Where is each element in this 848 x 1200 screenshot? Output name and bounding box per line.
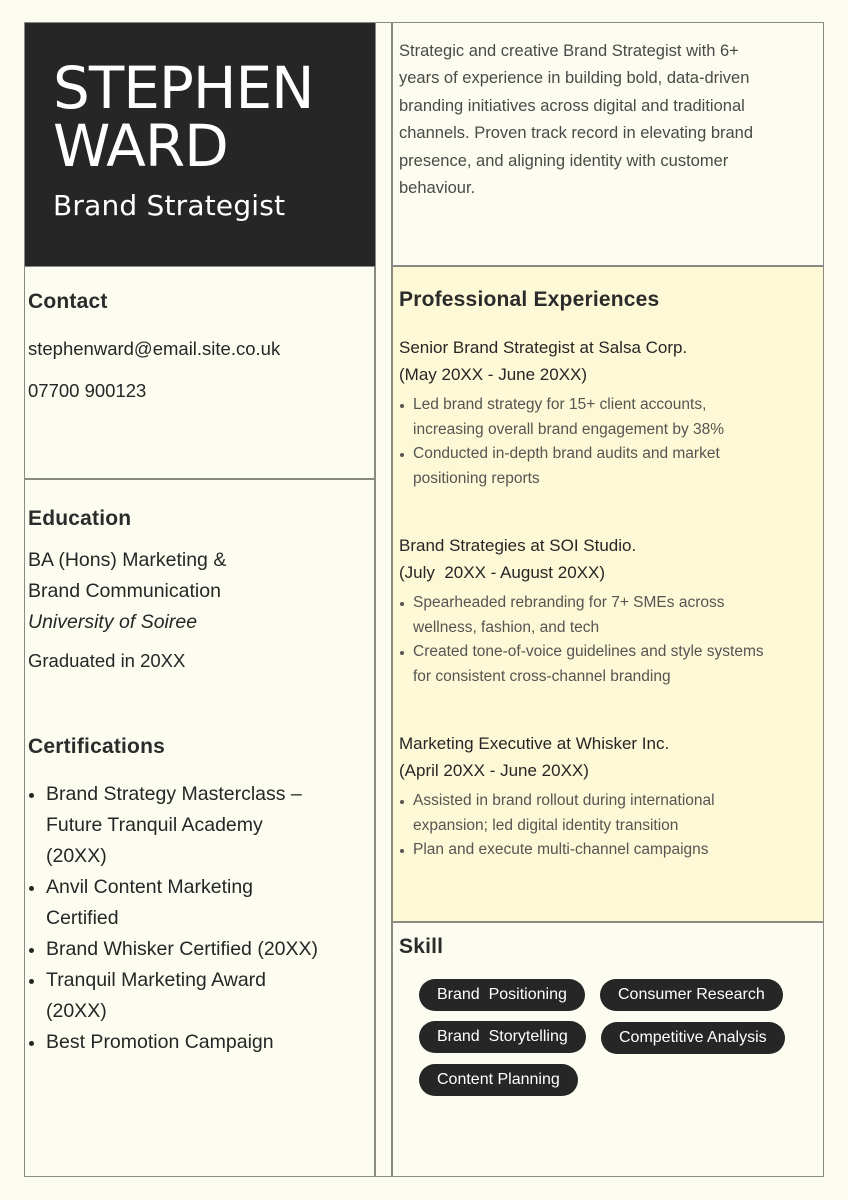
experience-item (399, 731, 779, 863)
experience-item (399, 335, 779, 491)
skill-tag: Competitive Analysis (601, 1022, 785, 1054)
experience-bullet: Led brand strategy for 15+ client accounts, increasing overall brand engagement by 38% (399, 393, 779, 442)
certification-item: Best Promotion Campaign (28, 1027, 328, 1058)
education-graduated: Graduated in 20XX (28, 650, 186, 671)
experience-bullets (399, 393, 779, 491)
skill-tag: Brand Positioning (419, 979, 585, 1011)
divider-under-contact (25, 478, 375, 480)
certifications-heading: Certifications (28, 735, 165, 758)
name-block (25, 23, 375, 266)
profile-summary: Strategic and creative Brand Strategist with 6+ years of experience in building bold, data-driven branding initiatives across digital and traditional channels. Proven track record in elevating brand presence, and aligning identity with customer behaviour. (399, 42, 754, 198)
experience-bullets (399, 591, 779, 689)
education-school: University of Soiree (28, 611, 198, 633)
experience-bullet: Assisted in brand rollout during international expansion; led digital identity transition (399, 789, 779, 838)
skill-tag: Brand Storytelling (419, 1021, 586, 1053)
certification-item: Brand Strategy Masterclass – Future Tranquil Academy (20XX) (28, 779, 328, 872)
last-name: WARD (53, 112, 228, 180)
contact-section (28, 290, 338, 402)
certifications-list (28, 779, 328, 1058)
experience-bullets (399, 789, 779, 863)
experience-bullet: Conducted in-depth brand audits and market positioning reports (399, 442, 779, 491)
experience-bullet: Spearheaded rebranding for 7+ SMEs across wellness, fashion, and tech (399, 591, 779, 640)
experience-section (399, 288, 779, 863)
certification-item: Anvil Content Marketing Certified (28, 872, 328, 934)
certification-item: Tranquil Marketing Award (20XX) (28, 965, 328, 1027)
skill-tag: Content Planning (419, 1064, 578, 1096)
certification-item: Brand Whisker Certified (20XX) (28, 934, 328, 965)
experience-bullet: Created tone-of-voice guidelines and style systems for consistent cross-channel branding (399, 640, 779, 689)
divider-under-experience (391, 921, 823, 923)
contact-email: stephenward@email.site.co.uk (28, 338, 281, 359)
column-divider-right (391, 22, 393, 1177)
experience-role: Marketing Executive at Whisker Inc. (399, 734, 670, 753)
experience-dates: (July 20XX - August 20XX) (399, 562, 605, 582)
certifications-section (28, 735, 328, 1058)
contact-phone: 07700 900123 (28, 380, 147, 401)
education-degree (28, 545, 338, 607)
skills-tags (399, 979, 789, 1119)
experience-item (399, 533, 779, 689)
skill-tag: Consumer Research (600, 979, 783, 1011)
degree-line-1: BA (Hons) Marketing & (28, 549, 227, 571)
skills-section (399, 935, 789, 1119)
first-name: STEPHEN (53, 54, 314, 122)
education-section (28, 507, 338, 672)
education-heading: Education (28, 507, 132, 530)
experience-dates: (May 20XX - June 20XX) (399, 364, 588, 384)
experience-role: Brand Strategies at SOI Studio. (399, 536, 637, 555)
contact-heading: Contact (28, 290, 108, 313)
experience-bullet: Plan and execute multi-channel campaigns (399, 838, 779, 863)
experience-dates: (April 20XX - June 20XX) (399, 760, 589, 780)
divider-under-summary (391, 265, 823, 267)
experience-role: Senior Brand Strategist at Salsa Corp. (399, 338, 688, 357)
job-title: Brand Strategist (53, 189, 286, 222)
skills-heading: Skill (399, 935, 444, 958)
degree-line-2: Brand Communication (28, 580, 221, 602)
experience-heading: Professional Experiences (399, 288, 660, 311)
